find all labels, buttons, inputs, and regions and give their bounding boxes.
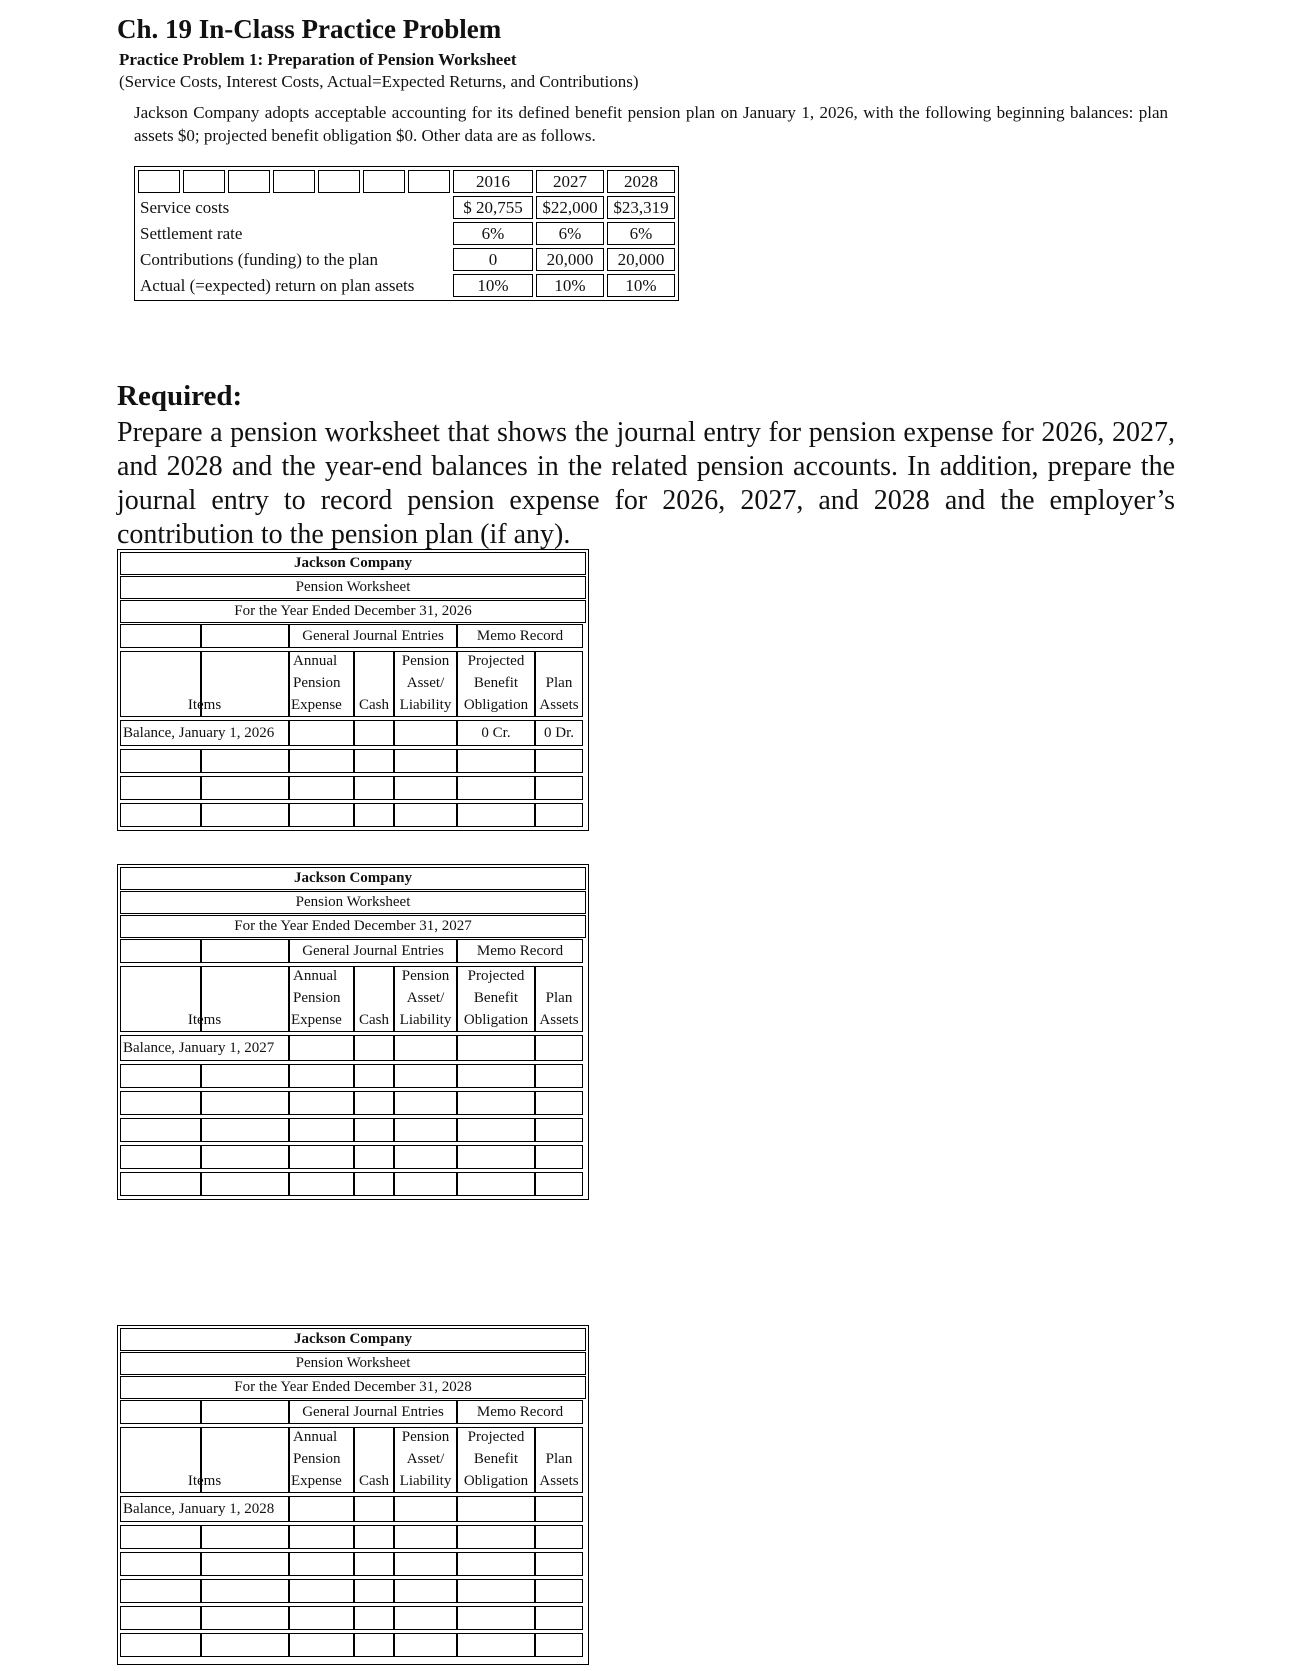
pension-label: Pension <box>293 1451 341 1467</box>
entry-cell[interactable] <box>201 1552 289 1576</box>
worksheet-name: Pension Worksheet <box>120 576 586 599</box>
entry-cell[interactable] <box>394 1579 457 1603</box>
cash-label: Cash <box>359 1473 389 1489</box>
entry-cell[interactable] <box>394 1606 457 1630</box>
entry-cell[interactable] <box>201 1118 289 1142</box>
entry-cell[interactable] <box>457 803 535 827</box>
entry-cell[interactable] <box>120 1633 201 1657</box>
annual-label: Annual <box>293 653 338 669</box>
entry-cell[interactable] <box>201 776 289 800</box>
row-label: Service costs <box>140 198 230 217</box>
row-value: 10% <box>536 274 604 297</box>
pension-asset-label: Pension <box>401 968 450 984</box>
entry-cell[interactable] <box>120 1552 201 1576</box>
data-row <box>138 196 675 219</box>
pension-label: Pension <box>293 990 341 1006</box>
entry-cell[interactable] <box>354 1172 394 1196</box>
entry-cell[interactable] <box>394 1552 457 1576</box>
entry-cell[interactable] <box>201 1633 289 1657</box>
header-blank-cell[interactable] <box>201 939 289 963</box>
entry-cell[interactable] <box>201 1606 289 1630</box>
worksheet-company: Jackson Company <box>120 552 586 575</box>
worksheet-period: For the Year Ended December 31, 2026 <box>120 600 586 623</box>
entry-cell[interactable] <box>289 1552 354 1576</box>
entry-cell[interactable] <box>457 1172 535 1196</box>
obligation-label: Obligation <box>463 1012 529 1028</box>
pbo-col-balance[interactable] <box>457 1496 535 1522</box>
entry-cell[interactable] <box>289 1579 354 1603</box>
memo-header-label: Memo Record <box>476 943 564 959</box>
entry-cell[interactable] <box>394 1064 457 1088</box>
pension-asset-liability-col-balance[interactable] <box>394 720 457 746</box>
pension-expense-col-balance[interactable] <box>289 1496 354 1522</box>
balance-label: Balance, January 1, 2028 <box>123 1501 275 1517</box>
entry-cell[interactable] <box>394 1118 457 1142</box>
worksheet-period: For the Year Ended December 31, 2027 <box>120 915 586 938</box>
year-header: 2016 <box>453 170 533 193</box>
problem-intro: Jackson Company adopts acceptable accounting for its defined benefit pension plan on January 1, 2026, with the following beginning balances: plan assets $0; projected benefit obligation $0. Other data are as follows. <box>134 103 1168 145</box>
gje-header-label: General Journal Entries <box>302 943 444 959</box>
data-table-header-row <box>138 170 675 193</box>
required-text: Prepare a pension worksheet that shows the journal entry for pension expense for 2026, 2027, and 2028 and the year-end balances in the related pension accounts. In addition, prepare the journal entry to record pension expense for 2026, 2027, and 2028 and the employer’s contribution to the pension plan (if any). <box>117 417 1175 550</box>
obligation-label: Obligation <box>463 1473 529 1489</box>
projected-label: Projected <box>467 968 525 984</box>
pension-expense-col-balance[interactable] <box>289 720 354 746</box>
entry-cell[interactable] <box>394 803 457 827</box>
expense-label: Expense <box>291 1473 342 1489</box>
entry-cell[interactable] <box>457 1091 535 1115</box>
cash-col-balance[interactable] <box>354 720 394 746</box>
entry-cell[interactable] <box>354 1525 394 1549</box>
entry-cell[interactable] <box>535 1172 583 1196</box>
pbo-col-balance[interactable] <box>457 1035 535 1061</box>
entry-cell[interactable] <box>535 1064 583 1088</box>
entry-cell[interactable] <box>535 803 583 827</box>
header-blank-cell[interactable] <box>120 624 201 648</box>
entry-cell[interactable] <box>201 1091 289 1115</box>
entry-cell[interactable] <box>289 1064 354 1088</box>
items-header-label: Items <box>187 697 222 713</box>
entry-cell[interactable] <box>120 1525 201 1549</box>
entry-cell[interactable] <box>354 1091 394 1115</box>
entry-cell[interactable] <box>354 1633 394 1657</box>
row-label: Settlement rate <box>140 224 243 243</box>
cash-col-balance[interactable] <box>354 1496 394 1522</box>
entry-cell[interactable] <box>457 1145 535 1169</box>
entry-cell[interactable] <box>120 1172 201 1196</box>
entry-cell[interactable] <box>354 1064 394 1088</box>
entry-cell[interactable] <box>120 1064 201 1088</box>
entry-cell[interactable] <box>120 1118 201 1142</box>
entry-cell[interactable] <box>457 749 535 773</box>
year-header: 2027 <box>536 170 604 193</box>
row-value: $22,000 <box>536 196 604 219</box>
entry-cell[interactable] <box>394 1633 457 1657</box>
entry-cell[interactable] <box>201 1525 289 1549</box>
asset-label: Asset/ <box>406 1451 445 1467</box>
entry-cell[interactable] <box>354 1552 394 1576</box>
entry-cell[interactable] <box>457 1606 535 1630</box>
pension-asset-liability-col-balance[interactable] <box>394 1035 457 1061</box>
pension-worksheet-2026 <box>117 549 589 831</box>
projected-label: Projected <box>467 653 525 669</box>
problem-subnote: (Service Costs, Interest Costs, Actual=Expected Returns, and Contributions) <box>119 72 639 91</box>
row-value: 6% <box>607 222 675 245</box>
entry-cell[interactable] <box>457 1118 535 1142</box>
entry-cell[interactable] <box>289 749 354 773</box>
row-value: 20,000 <box>536 248 604 271</box>
entry-cell[interactable] <box>354 749 394 773</box>
required-heading: Required: <box>117 380 243 412</box>
pension-asset-label: Pension <box>401 1429 450 1445</box>
gje-header-label: General Journal Entries <box>302 628 444 644</box>
entry-cell[interactable] <box>457 1525 535 1549</box>
row-value: 20,000 <box>607 248 675 271</box>
expense-label: Expense <box>291 1012 342 1028</box>
projected-label: Projected <box>467 1429 525 1445</box>
entry-cell[interactable] <box>535 749 583 773</box>
entry-cell[interactable] <box>354 776 394 800</box>
entry-cell[interactable] <box>394 1172 457 1196</box>
page-title: Ch. 19 In-Class Practice Problem <box>117 14 502 44</box>
entry-cell[interactable] <box>354 1118 394 1142</box>
entry-cell[interactable] <box>201 1064 289 1088</box>
plan-assets-col-balance[interactable] <box>535 1035 583 1061</box>
plan-assets-balance: 0 Dr. <box>544 725 574 741</box>
entry-cell[interactable] <box>289 1145 354 1169</box>
balance-label: Balance, January 1, 2026 <box>123 725 275 741</box>
pension-expense-col-balance[interactable] <box>289 1035 354 1061</box>
benefit-label: Benefit <box>473 675 519 691</box>
entry-cell[interactable] <box>535 1118 583 1142</box>
entry-cell[interactable] <box>354 803 394 827</box>
cash-label: Cash <box>359 1012 389 1028</box>
worksheet-company: Jackson Company <box>120 1328 586 1351</box>
entry-cell[interactable] <box>457 1552 535 1576</box>
entry-cell[interactable] <box>289 1172 354 1196</box>
gje-header-label: General Journal Entries <box>302 1404 444 1420</box>
pension-worksheet-2028 <box>117 1325 589 1665</box>
entry-cell[interactable] <box>535 1552 583 1576</box>
cash-label: Cash <box>359 697 389 713</box>
entry-cell[interactable] <box>289 1091 354 1115</box>
header-blank-cell[interactable] <box>201 1400 289 1424</box>
asset-label: Asset/ <box>406 990 445 1006</box>
data-row <box>138 222 675 245</box>
entry-cell[interactable] <box>535 1633 583 1657</box>
liability-label: Liability <box>399 697 452 713</box>
header-blank-cell[interactable] <box>120 939 201 963</box>
entry-cell[interactable] <box>120 749 201 773</box>
entry-cell[interactable] <box>120 1091 201 1115</box>
row-value: $23,319 <box>607 196 675 219</box>
entry-cell[interactable] <box>201 1172 289 1196</box>
pension-asset-label: Pension <box>401 653 450 669</box>
memo-header-label: Memo Record <box>476 628 564 644</box>
entry-cell[interactable] <box>394 749 457 773</box>
entry-cell[interactable] <box>289 776 354 800</box>
worksheet-company: Jackson Company <box>120 867 586 890</box>
items-header-label: Items <box>187 1473 222 1489</box>
pension-worksheet-2027 <box>117 864 589 1200</box>
entry-cell[interactable] <box>535 1091 583 1115</box>
entry-cell[interactable] <box>120 803 201 827</box>
liability-label: Liability <box>399 1012 452 1028</box>
worksheet-name: Pension Worksheet <box>120 891 586 914</box>
year-header: 2028 <box>607 170 675 193</box>
header-blank-cell[interactable] <box>201 624 289 648</box>
entry-cell[interactable] <box>535 1525 583 1549</box>
entry-cell[interactable] <box>535 1579 583 1603</box>
row-value: 10% <box>607 274 675 297</box>
row-label: Actual (=expected) return on plan assets <box>140 276 415 295</box>
data-row <box>138 274 675 297</box>
entry-cell[interactable] <box>394 1145 457 1169</box>
entry-cell[interactable] <box>457 1579 535 1603</box>
cash-col-balance[interactable] <box>354 1035 394 1061</box>
pension-label: Pension <box>293 675 341 691</box>
entry-cell[interactable] <box>289 1633 354 1657</box>
entry-cell[interactable] <box>535 776 583 800</box>
data-row <box>138 248 675 271</box>
row-label: Contributions (funding) to the plan <box>140 250 378 269</box>
entry-cell[interactable] <box>535 1606 583 1630</box>
entry-cell[interactable] <box>394 1091 457 1115</box>
entry-cell[interactable] <box>457 1633 535 1657</box>
entry-cell[interactable] <box>354 1579 394 1603</box>
worksheet-name: Pension Worksheet <box>120 1352 586 1375</box>
annual-label: Annual <box>293 1429 338 1445</box>
asset-label: Asset/ <box>406 675 445 691</box>
entry-cell[interactable] <box>289 803 354 827</box>
row-value: 10% <box>453 274 533 297</box>
pension-asset-liability-col-balance[interactable] <box>394 1496 457 1522</box>
entry-cell[interactable] <box>120 1579 201 1603</box>
assets-label: Assets <box>539 697 579 713</box>
worksheet-period: For the Year Ended December 31, 2028 <box>120 1376 586 1399</box>
benefit-label: Benefit <box>473 1451 519 1467</box>
expense-label: Expense <box>291 697 342 713</box>
items-header-label: Items <box>187 1012 222 1028</box>
row-value: $ 20,755 <box>453 196 533 219</box>
plan-label: Plan <box>545 675 573 691</box>
liability-label: Liability <box>399 1473 452 1489</box>
entry-cell[interactable] <box>354 1606 394 1630</box>
memo-header-label: Memo Record <box>476 1404 564 1420</box>
row-value: 0 <box>453 248 533 271</box>
entry-cell[interactable] <box>201 1145 289 1169</box>
assets-label: Assets <box>539 1473 579 1489</box>
annual-label: Annual <box>293 968 338 984</box>
benefit-label: Benefit <box>473 990 519 1006</box>
header-blank-cell[interactable] <box>120 1400 201 1424</box>
plan-assets-col-balance[interactable] <box>535 1496 583 1522</box>
plan-label: Plan <box>545 990 573 1006</box>
plan-label: Plan <box>545 1451 573 1467</box>
entry-cell[interactable] <box>120 1145 201 1169</box>
entry-cell[interactable] <box>354 1145 394 1169</box>
pbo-balance: 0 Cr. <box>481 725 511 741</box>
row-value: 6% <box>536 222 604 245</box>
row-value: 6% <box>453 222 533 245</box>
entry-cell[interactable] <box>120 1606 201 1630</box>
entry-cell[interactable] <box>120 776 201 800</box>
entry-cell[interactable] <box>394 1525 457 1549</box>
balance-label: Balance, January 1, 2027 <box>123 1040 275 1056</box>
data-table <box>134 166 679 301</box>
entry-cell[interactable] <box>201 803 289 827</box>
entry-cell[interactable] <box>394 776 457 800</box>
entry-cell[interactable] <box>289 1606 354 1630</box>
entry-cell[interactable] <box>289 1525 354 1549</box>
entry-cell[interactable] <box>289 1118 354 1142</box>
entry-cell[interactable] <box>201 1579 289 1603</box>
obligation-label: Obligation <box>463 697 529 713</box>
entry-cell[interactable] <box>457 1064 535 1088</box>
entry-cell[interactable] <box>201 749 289 773</box>
entry-cell[interactable] <box>535 1145 583 1169</box>
entry-cell[interactable] <box>457 776 535 800</box>
assets-label: Assets <box>539 1012 579 1028</box>
problem-subtitle: Practice Problem 1: Preparation of Pension Worksheet <box>119 50 517 69</box>
